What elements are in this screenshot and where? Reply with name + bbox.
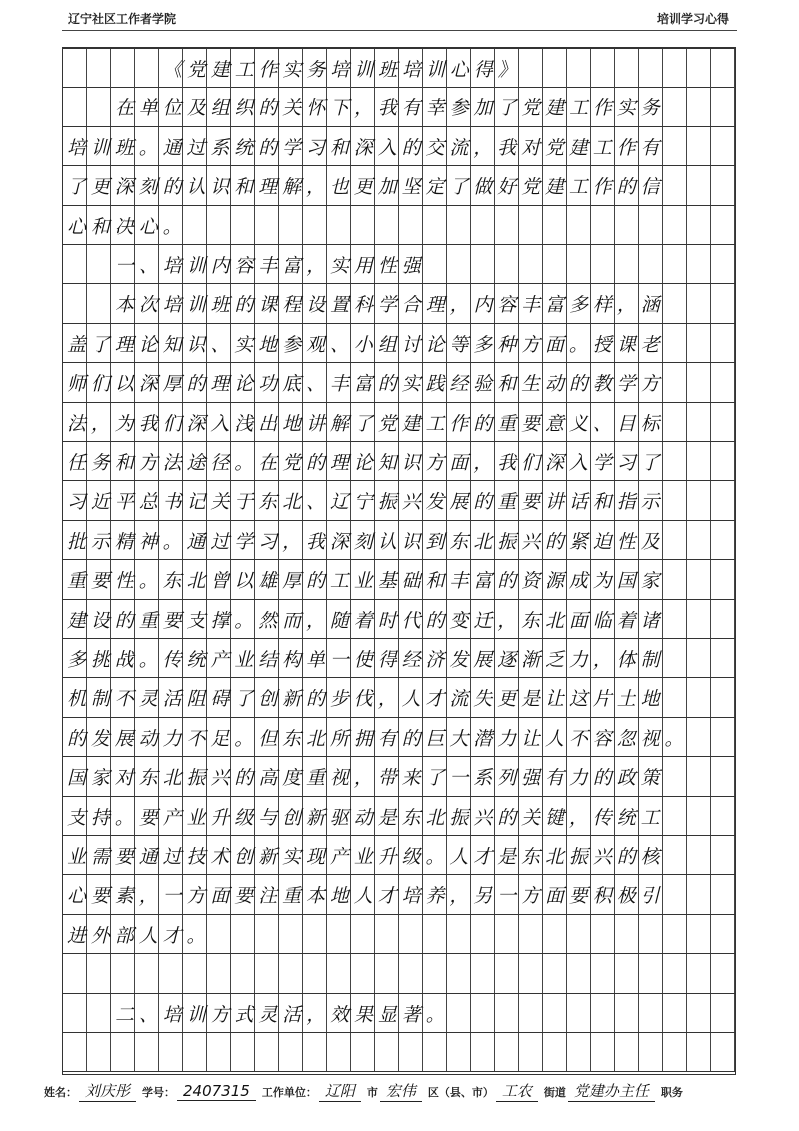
handwritten-line: 多挑战。传统产业结构单一使得经济发展逐渐乏力，体制 bbox=[67, 649, 665, 671]
street-value: 工农 bbox=[496, 1080, 538, 1102]
grid-row bbox=[63, 245, 735, 284]
grid-row bbox=[63, 87, 735, 126]
grid-row bbox=[63, 363, 735, 402]
grid-row bbox=[63, 994, 735, 1033]
grid-row bbox=[63, 718, 735, 757]
grid-row bbox=[63, 324, 735, 363]
grid-row bbox=[63, 560, 735, 599]
handwritten-line: 培训班。通过系统的学习和深入的交流，我对党建工作有 bbox=[67, 136, 665, 159]
work-unit-label: 工作单位： bbox=[261, 1086, 317, 1099]
grid-row bbox=[63, 954, 735, 993]
handwritten-line: 支持。要产业升级与创新驱动是东北振兴的关键，传统工 bbox=[67, 806, 665, 829]
name-label: 姓名： bbox=[44, 1086, 77, 1099]
grid-row bbox=[63, 48, 735, 88]
handwritten-line: 本次培训班的课程设置科学合理，内容丰富多样，涵 bbox=[115, 294, 665, 317]
grid-row bbox=[63, 442, 735, 481]
name-value: 刘庆彤 bbox=[79, 1080, 136, 1102]
grid-row bbox=[63, 915, 735, 954]
grid-row bbox=[63, 403, 735, 442]
handwritten-line: 批示精神。通过学习，我深刻认识到东北振兴的紧迫性及 bbox=[67, 530, 665, 553]
grid-row bbox=[63, 600, 735, 639]
grid-row bbox=[63, 639, 735, 678]
district-value: 宏伟 bbox=[380, 1080, 422, 1102]
grid-row bbox=[63, 678, 735, 717]
handwritten-line: 进外部人才。 bbox=[67, 924, 211, 947]
handwritten-line: 的发展动力不足。但东北所拥有的巨大潜力让人不容忽视。 bbox=[67, 727, 689, 750]
job-label: 职务 bbox=[660, 1086, 683, 1099]
manuscript-grid-paper bbox=[62, 47, 736, 1075]
footer-info bbox=[44, 1080, 759, 1102]
district-label: 区（县、市） bbox=[427, 1086, 494, 1099]
grid-row bbox=[63, 166, 735, 205]
handwritten-line: 建设的重要支撑。然而，随着时代的变迁，东北面临着诸 bbox=[67, 609, 665, 632]
handwritten-line: 《党建工作实务培训班培训心得》 bbox=[163, 59, 522, 81]
student-id-value: 2407315 bbox=[177, 1082, 256, 1101]
grid-row bbox=[63, 481, 735, 520]
header-doc-type: 培训学习心得 bbox=[656, 12, 729, 26]
handwritten-line: 在单位及组织的关怀下，我有幸参加了党建工作实务 bbox=[115, 97, 665, 120]
handwritten-line: 心和决心。 bbox=[67, 215, 187, 238]
grid-row bbox=[63, 127, 735, 166]
grid-row bbox=[63, 875, 735, 914]
handwritten-line: 二、培训方式灵活，效果显著。 bbox=[115, 1003, 450, 1026]
grid-row bbox=[63, 797, 735, 836]
handwritten-line: 师们以深厚的理论功底、丰富的实践经验和生动的教学方 bbox=[67, 373, 665, 396]
grid-row bbox=[63, 836, 735, 875]
handwritten-line: 了更深刻的认识和理解，也更加坚定了做好党建工作的信 bbox=[67, 176, 665, 199]
handwritten-line: 机制不灵活阻碍了创新的步伐，人才流失更是让这片土地 bbox=[67, 688, 665, 711]
handwritten-line: 心要素，一方面要注重本地人才培养，另一方面要积极引 bbox=[67, 885, 665, 908]
handwritten-line: 习近平总书记关于东北、辽宁振兴发展的重要讲话和指示 bbox=[67, 491, 665, 514]
grid-rows bbox=[63, 48, 735, 1074]
grid-row bbox=[63, 284, 735, 323]
header-rule bbox=[62, 30, 737, 31]
header-school-name: 辽宁社区工作者学院 bbox=[68, 12, 177, 26]
grid-row bbox=[63, 521, 735, 560]
job-value: 党建办主任 bbox=[568, 1080, 655, 1102]
handwritten-line: 盖了理论知识、实地参观、小组讨论等多种方面。授课老 bbox=[67, 333, 665, 356]
street-label: 街道 bbox=[543, 1086, 566, 1099]
grid-row bbox=[63, 1033, 735, 1072]
handwritten-line: 任务和方法途径。在党的理论知识方面，我们深入学习了 bbox=[67, 452, 665, 474]
grid-row bbox=[63, 206, 735, 245]
handwritten-line: 法，为我们深入浅出地讲解了党建工作的重要意义、目标 bbox=[67, 412, 665, 435]
handwritten-line: 一、培训内容丰富，实用性强 bbox=[115, 255, 426, 277]
handwritten-line: 业需要通过技术创新实现产业升级。人才是东北振兴的核 bbox=[67, 846, 665, 868]
student-id-label: 学号： bbox=[142, 1086, 176, 1099]
handwritten-line: 国家对东北振兴的高度重视，带来了一系列强有力的政策 bbox=[67, 767, 665, 790]
city-label: 市 bbox=[366, 1086, 378, 1099]
city-value: 辽阳 bbox=[319, 1080, 361, 1102]
handwritten-line: 重要性。东北曾以雄厚的工业基础和丰富的资源成为国家 bbox=[67, 570, 665, 593]
grid-row bbox=[63, 757, 735, 796]
